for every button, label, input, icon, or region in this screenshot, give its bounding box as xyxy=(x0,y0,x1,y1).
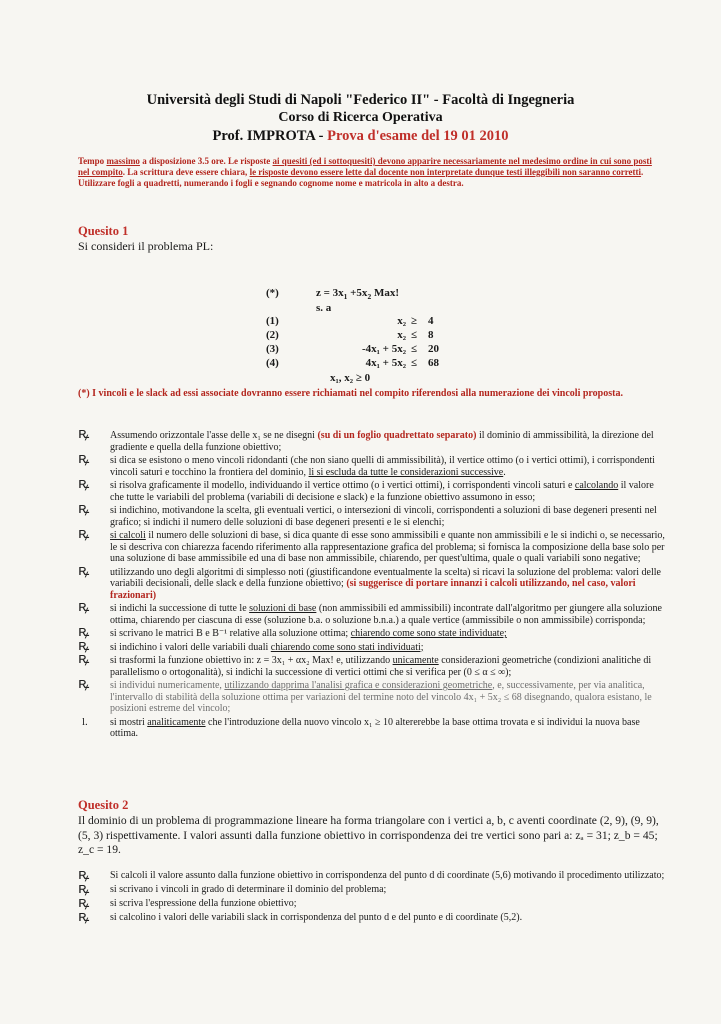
list-item: ꝶ si dica se esistono o meno vincoli ridondanti (che non siano quelli di ammissibilità), il vertice ottimo (o i vertici ottimi), i corrispondenti vincoli saturi e tocchino la frontiera del dominio, li si escluda da tutte le considerazioni successive. xyxy=(78,451,655,478)
list-item: ꝶ si calcoli il numero delle soluzioni di base, si dica quante di esse sono ammissibili e quante non ammissibili e le si indichi o, se necessario, le si descriva con chiarezza facendo riferimento alla rappresentazione grafica del problema; si fornisca la composizione della base solo per una soluzione di base ammissibile ed una di base non ammissibile, chiarendo, per quest'ultima, quale o quali variabili sono negative; xyxy=(78,526,665,564)
list-item: l. si mostri analiticamente che l'introduzione della nuovo vincolo x₁ ≥ 10 altererebbe la base ottima trovata e si individui la nuova base ottima. xyxy=(82,715,640,739)
constraint-2-lhs: x₂ xyxy=(397,329,406,341)
list-item: ꝶ si scrivano le matrici B e B⁻¹ relative alla soluzione ottima; chiarendo come sono state individuate; xyxy=(78,624,507,640)
objective-function: $z = 3x_1 +5x_2$ Max! xyxy=(316,287,399,302)
star-marker: (*) xyxy=(266,287,279,299)
exam-header xyxy=(0,128,721,145)
list-item: ꝶ si trasformi la funzione obiettivo in: z = 3x₁ + αx₂ Max! e, utilizzando unicamente considerazioni geometriche (condizioni analitiche di parallelismo o ortogonalità), si indichi la successione di vertici ottimi che si verifica per (0 ≤ α ≤ ∞); xyxy=(78,651,652,678)
list-item: ꝶ si individui numericamente, utilizzando dapprima l'analisi grafica e considerazioni geometriche, e, successivamente, per via analitica, l'intervallo di stabilità della soluzione ottima per variazioni del termine noto del vincolo 4x₁ + 5x₂ ≤ 68 disegnando, qualora esistano, le posizioni estreme del vincolo; xyxy=(78,676,652,714)
list-item: ꝶ Si calcoli il valore assunto dalla funzione obiettivo in corrispondenza del punto d di coordinate (5,6) motivando il procedimento utilizzato; xyxy=(78,867,665,883)
check-mark-icon: ꝶ xyxy=(78,637,90,654)
constraint-4-lhs: 4x₁ + 5x₂ xyxy=(365,357,406,369)
question-1-title: Quesito 1 xyxy=(78,224,129,238)
university-title: Università degli Studi di Napoli "Federico II" - Facoltà di Ingegneria xyxy=(146,92,575,108)
list-item: ꝶ si scrivano i vincoli in grado di determinare il dominio del problema; xyxy=(78,881,387,897)
question-2-text: Il dominio di un problema di programmazione lineare ha forma triangolare con i vertici a, b, c aventi coordinate (2, 9), (9, 9), (5, 3) rispettivamente. I valori assunti dalla funzione obiettivo in corrispondenza dei tre vertici sono pari a: zₐ = 31; z_b = 45; z_c = 19. xyxy=(78,814,659,856)
check-mark-icon: ꝶ xyxy=(78,599,90,615)
constraint-1-label: (1) xyxy=(266,315,279,327)
check-mark-icon: ꝶ xyxy=(78,426,90,442)
question-1-items xyxy=(78,426,666,742)
list-item: ꝶ si scriva l'espressione della funzione obiettivo; xyxy=(78,895,297,911)
question-2-title: Quesito 2 xyxy=(78,798,129,812)
constraints-note: (*) I vincoli e le slack ad essi associate dovranno essere richiamati nel compito riferendosi alla numerazione dei vincoli proposta. xyxy=(78,388,623,399)
constraint-1-rel: ≥ xyxy=(411,315,418,327)
constraint-2-label: (2) xyxy=(266,329,279,341)
check-mark-icon: ꝶ xyxy=(78,676,90,692)
check-mark-icon: ꝶ xyxy=(78,624,90,640)
constraint-1-rhs: 4 xyxy=(428,315,434,327)
constraint-4-label: (4) xyxy=(266,357,279,369)
course-title: Corso di Ricerca Operativa xyxy=(278,110,443,125)
constraint-4-rel: ≤ xyxy=(411,357,418,369)
professor-name: Prof. IMPROTA - xyxy=(212,128,328,144)
constraint-3-rhs: 20 xyxy=(428,343,439,355)
check-mark-icon: ꝶ xyxy=(78,451,90,467)
list-item: ꝶ Assumendo orizzontale l'asse delle x₁ se ne disegni (su di un foglio quadrettato separato) il dominio di ammissibilità, la direzione del gradiente e quella della funzione obiettivo; xyxy=(78,426,654,453)
check-mark-icon: ꝶ xyxy=(78,909,90,925)
non-negativity: x₁, x₂ ≥ 0 xyxy=(330,372,371,384)
question-1-intro: Si consideri il problema PL: xyxy=(78,239,214,253)
list-item: ꝶ si calcolino i valori delle variabili slack in corrispondenza del punto d e del punto e di coordinate (5,2). xyxy=(78,909,523,925)
constraint-3-lhs: -4x₁ + 5x₂ xyxy=(361,343,406,355)
constraint-1-lhs: x₂ xyxy=(397,315,406,327)
check-mark-icon: ꝶ xyxy=(78,867,90,883)
list-item: ꝶ si indichi la successione di tutte le soluzioni di base (non ammissibili ed ammissibili) incontrate dall'algoritmo per giungere alla soluzione ottima, chiarendo per ciascuna di esse (soluzione b.a. o soluzione b.n.a.) a quale vertice (ammissibile o non ammissibile) corrisponda; xyxy=(78,599,662,626)
check-mark-icon: ꝶ xyxy=(78,501,90,517)
check-mark-icon: ꝶ xyxy=(78,476,90,492)
list-item: ꝶ si risolva graficamente il modello, individuando il vertice ottimo (o i vertici ottimi), i corrispondenti vincoli saturi e calcolando il valore che tutte le variabili del problema (variabili di decisione e slack) e la funzione obiettivo assumono in esso; xyxy=(78,476,654,503)
check-mark-icon: ꝶ xyxy=(78,651,90,667)
list-item: ꝶ si indichino i valori delle variabili duali chiarendo come sono stati individuati; xyxy=(78,637,424,654)
check-mark-icon: ꝶ xyxy=(78,526,90,542)
instructions-notice: Tempo massimo a disposizione 3.5 ore. Le risposte ai quesiti (ed i sottoquesiti) devono apparire necessariamente nel medesimo ordine in cui sono posti nel compito. La scrittura deve essere chiara, le risposte devono essere lette dal docente non interpretate dunque testi illeggibili non saranno corretti. Utilizzare fogli a quadretti, numerando i fogli e segnando cognome nome e matricola in alto a destra. xyxy=(78,156,652,188)
constraint-4-rhs: 68 xyxy=(428,357,439,369)
constraint-3-rel: ≤ xyxy=(411,343,418,355)
list-item: ꝶ utilizzando uno degli algoritmi di simplesso noti (giustificandone eventualmente la scelta) si ricavi la soluzione del problema: valori delle variabili decisionali, delle slack e della funzione obiettivo; (si suggerisce di portare innanzi i calcoli utilizzando, nel caso, valori frazionari) xyxy=(78,562,661,601)
check-mark-icon: ꝶ xyxy=(78,562,90,579)
constraint-2-rhs: 8 xyxy=(428,329,434,341)
check-mark-icon: ꝶ xyxy=(78,895,90,911)
constraint-2-rel: ≤ xyxy=(411,329,418,341)
list-item: ꝶ si indichino, motivandone la scelta, gli eventuali vertici, o intersezioni di vincoli, corrispondenti a soluzioni di base degeneri presenti nel grafico; si indichi il numero delle soluzioni di base degeneri presenti e le si elenchi; xyxy=(78,501,657,528)
exam-date: Prova d'esame del 19 01 2010 xyxy=(327,128,509,144)
check-mark-icon: ꝶ xyxy=(78,881,90,897)
constraint-3-label: (3) xyxy=(266,343,279,355)
list-marker: l. xyxy=(82,715,88,728)
question-2-items xyxy=(78,867,666,926)
subject-to: s. a xyxy=(316,302,332,314)
